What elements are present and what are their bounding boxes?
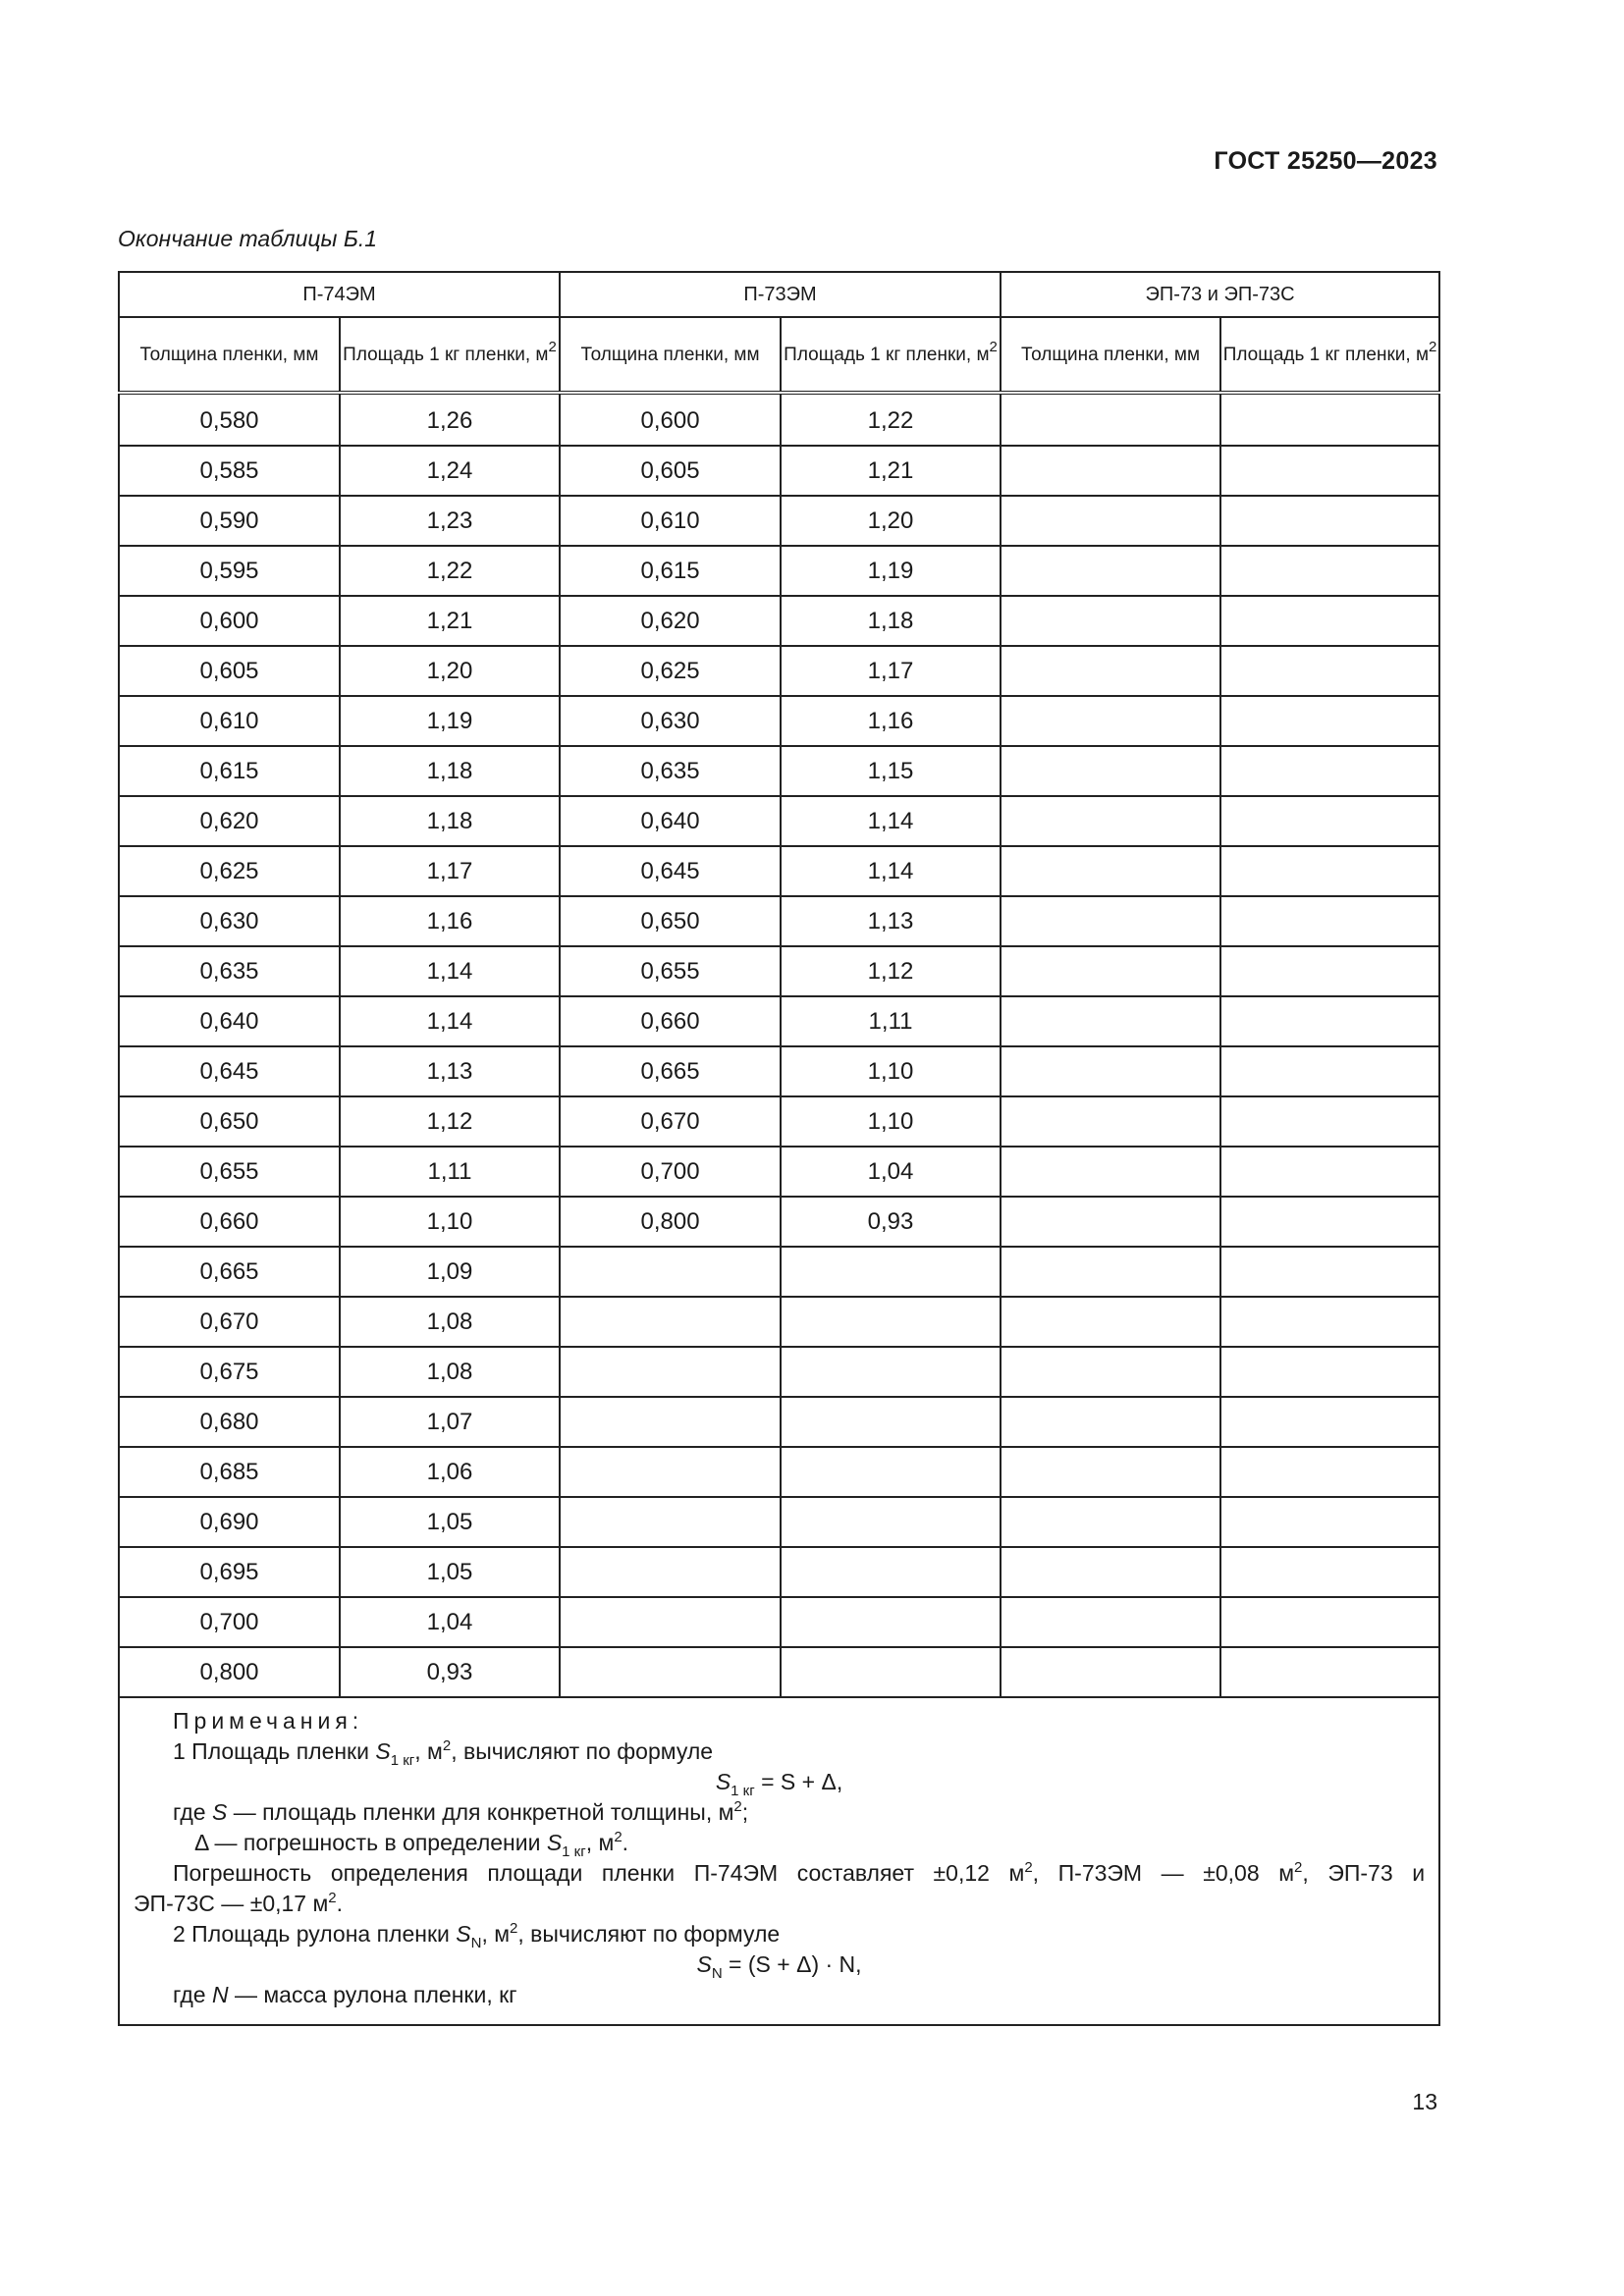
cell-area: 1,14 (340, 946, 560, 996)
cell-area (1220, 1497, 1439, 1547)
cell-thickness (1001, 1197, 1220, 1247)
cell-area (1220, 696, 1439, 746)
table-row (119, 946, 1439, 996)
cell-thickness: 0,675 (119, 1347, 340, 1397)
table-row (119, 546, 1439, 596)
cell-thickness: 0,800 (119, 1647, 340, 1697)
cell-thickness: 0,800 (560, 1197, 781, 1247)
cell-thickness: 0,650 (560, 896, 781, 946)
cell-area: 1,18 (340, 746, 560, 796)
cell-thickness: 0,630 (560, 696, 781, 746)
cell-thickness (1001, 596, 1220, 646)
table-row (119, 1096, 1439, 1147)
table-row (119, 896, 1439, 946)
where-s: где S — площадь пленки для конкретной толщины, $м^2$; (173, 1798, 749, 1825)
cell-area: 1,06 (340, 1447, 560, 1497)
cell-thickness: 0,585 (119, 446, 340, 496)
cell-thickness (1001, 996, 1220, 1046)
cell-area: 1,11 (340, 1147, 560, 1197)
cell-thickness: 0,685 (119, 1447, 340, 1497)
table-row (119, 1447, 1439, 1497)
cell-area: 1,24 (340, 446, 560, 496)
cell-area (781, 1247, 1001, 1297)
column-header-thickness (560, 317, 781, 393)
superscript-2: 2 (548, 338, 557, 355)
cell-area (1220, 646, 1439, 696)
table-caption: Окончание таблицы Б.1 (118, 226, 378, 251)
cell-area (1220, 546, 1439, 596)
cell-thickness: 0,610 (119, 696, 340, 746)
cell-thickness (1001, 746, 1220, 796)
cell-thickness: 0,580 (119, 393, 340, 446)
table-row (119, 846, 1439, 896)
cell-thickness (1001, 646, 1220, 696)
cell-thickness: 0,605 (560, 446, 781, 496)
cell-thickness (560, 1597, 781, 1647)
cell-thickness: 0,660 (119, 1197, 340, 1247)
column-header-thickness-text: Толщина пленки, мм (580, 344, 760, 365)
cell-area: 1,18 (781, 596, 1001, 646)
table-row (119, 596, 1439, 646)
formula-2: $S_N = (S + \Delta) \cdot N$, (696, 1951, 862, 1982)
cell-thickness: 0,620 (119, 796, 340, 846)
error-line-1: Погрешность определения площади пленки П-74ЭМ составляет ±0,12 $м^2$, П-73ЭМ — ±0,08 $м^2$, ЭП-73 и (173, 1859, 1426, 1886)
cell-area (1220, 1597, 1439, 1647)
table-row (119, 1597, 1439, 1647)
cell-thickness: 0,620 (560, 596, 781, 646)
cell-thickness (560, 1347, 781, 1397)
cell-thickness (1001, 546, 1220, 596)
cell-area: 1,05 (340, 1547, 560, 1597)
cell-thickness: 0,670 (119, 1297, 340, 1347)
cell-area (781, 1597, 1001, 1647)
notes-cell (119, 1697, 1439, 2025)
cell-thickness: 0,700 (560, 1147, 781, 1197)
table-body (119, 393, 1439, 1697)
cell-area: 1,22 (340, 546, 560, 596)
where-delta: Δ — погрешность в определении $S_{1 кг}$, $м^2$. (194, 1829, 629, 1860)
cell-thickness: 0,645 (119, 1046, 340, 1096)
standard-designation: ГОСТ 25250—2023 (1214, 147, 1437, 175)
cell-area (1220, 1147, 1439, 1197)
cell-thickness: 0,655 (119, 1147, 340, 1197)
table-row (119, 746, 1439, 796)
table-row (119, 696, 1439, 746)
cell-area (1220, 996, 1439, 1046)
cell-area: 1,14 (781, 846, 1001, 896)
cell-thickness: 0,650 (119, 1096, 340, 1147)
cell-area (781, 1447, 1001, 1497)
cell-thickness: 0,695 (119, 1547, 340, 1597)
cell-thickness: 0,615 (119, 746, 340, 796)
cell-thickness (1001, 846, 1220, 896)
cell-thickness (560, 1247, 781, 1297)
table-row (119, 646, 1439, 696)
data-table-wrapper (118, 271, 1438, 2026)
table-row (119, 1046, 1439, 1096)
cell-area: 1,10 (781, 1096, 1001, 1147)
cell-thickness (1001, 1297, 1220, 1347)
cell-area: 1,21 (340, 596, 560, 646)
cell-area (781, 1397, 1001, 1447)
notes-title: Примечания: (173, 1708, 364, 1734)
cell-thickness (1001, 496, 1220, 546)
cell-area (781, 1547, 1001, 1597)
cell-thickness: 0,665 (119, 1247, 340, 1297)
cell-area: 1,14 (781, 796, 1001, 846)
cell-area: 1,16 (781, 696, 1001, 746)
cell-area: 1,23 (340, 496, 560, 546)
cell-thickness (560, 1297, 781, 1347)
superscript-2: 2 (1429, 338, 1437, 355)
cell-thickness (1001, 796, 1220, 846)
column-header-area-text: Площадь 1 кг пленки, м (1222, 344, 1430, 365)
page-number: 13 (1412, 2089, 1437, 2114)
cell-area (1220, 596, 1439, 646)
cell-thickness (560, 1447, 781, 1497)
cell-thickness (560, 1547, 781, 1597)
cell-area (1220, 1447, 1439, 1497)
cell-thickness: 0,625 (119, 846, 340, 896)
table-row (119, 796, 1439, 846)
cell-thickness (1001, 446, 1220, 496)
cell-area: 1,22 (781, 393, 1001, 446)
cell-thickness (1001, 1046, 1220, 1096)
column-header-thickness-text: Толщина пленки, мм (139, 344, 319, 365)
superscript-2: 2 (989, 338, 998, 355)
cell-area (1220, 1096, 1439, 1147)
cell-thickness (1001, 393, 1220, 446)
cell-thickness (1001, 1147, 1220, 1197)
cell-area (781, 1297, 1001, 1347)
cell-area (1220, 846, 1439, 896)
cell-area (1220, 496, 1439, 546)
cell-area (1220, 946, 1439, 996)
cell-area: 1,19 (781, 546, 1001, 596)
cell-area: 1,15 (781, 746, 1001, 796)
cell-thickness: 0,700 (119, 1597, 340, 1647)
cell-thickness (560, 1497, 781, 1547)
cell-area: 1,18 (340, 796, 560, 846)
cell-area: 1,21 (781, 446, 1001, 496)
cell-area: 1,11 (781, 996, 1001, 1046)
data-table (118, 271, 1440, 2026)
cell-area: 1,20 (340, 646, 560, 696)
cell-area: 1,19 (340, 696, 560, 746)
table-row (119, 393, 1439, 446)
cell-thickness: 0,615 (560, 546, 781, 596)
table-row (119, 1347, 1439, 1397)
cell-area (1220, 1046, 1439, 1096)
cell-thickness: 0,605 (119, 646, 340, 696)
cell-thickness (1001, 1597, 1220, 1647)
cell-thickness: 0,690 (119, 1497, 340, 1547)
table-row (119, 1647, 1439, 1697)
table-row (119, 996, 1439, 1046)
table-row (119, 1297, 1439, 1347)
cell-area (1220, 796, 1439, 846)
table-row (119, 1247, 1439, 1297)
cell-area (1220, 1347, 1439, 1397)
cell-thickness (1001, 1096, 1220, 1147)
column-header-area (340, 317, 560, 393)
cell-thickness: 0,595 (119, 546, 340, 596)
cell-thickness: 0,600 (119, 596, 340, 646)
column-header-area (781, 317, 1001, 393)
cell-area: 0,93 (781, 1197, 1001, 1247)
group-header: П-73ЭМ (560, 272, 1001, 317)
column-header-row (119, 317, 1439, 393)
group-header: П-74ЭМ (119, 272, 560, 317)
group-header: ЭП-73 и ЭП-73С (1001, 272, 1439, 317)
cell-thickness: 0,630 (119, 896, 340, 946)
cell-area: 1,08 (340, 1297, 560, 1347)
cell-area: 1,04 (340, 1597, 560, 1647)
cell-area (1220, 1297, 1439, 1347)
cell-thickness (1001, 946, 1220, 996)
cell-thickness: 0,655 (560, 946, 781, 996)
cell-area: 1,05 (340, 1497, 560, 1547)
where-n: где N — масса рулона пленки, кг (173, 1982, 517, 2007)
cell-thickness (560, 1397, 781, 1447)
cell-area (1220, 1247, 1439, 1297)
cell-thickness: 0,635 (560, 746, 781, 796)
cell-area: 1,13 (781, 896, 1001, 946)
column-header-area-text: Площадь 1 кг пленки, м (784, 344, 990, 365)
cell-area: 1,09 (340, 1247, 560, 1297)
cell-area: 1,12 (781, 946, 1001, 996)
column-header-thickness-text: Толщина пленки, мм (1021, 344, 1201, 365)
cell-area: 1,12 (340, 1096, 560, 1147)
cell-thickness: 0,640 (119, 996, 340, 1046)
cell-area (1220, 1547, 1439, 1597)
cell-area: 1,13 (340, 1046, 560, 1096)
cell-thickness: 0,590 (119, 496, 340, 546)
cell-thickness: 0,680 (119, 1397, 340, 1447)
cell-area: 0,93 (340, 1647, 560, 1697)
error-line-2: ЭП-73С — ±0,17 $м^2$. (134, 1890, 344, 1916)
cell-thickness: 0,645 (560, 846, 781, 896)
cell-thickness: 0,640 (560, 796, 781, 846)
cell-thickness (1001, 1497, 1220, 1547)
table-row (119, 1147, 1439, 1197)
cell-area (1220, 1197, 1439, 1247)
cell-area: 1,17 (340, 846, 560, 896)
cell-area (1220, 393, 1439, 446)
table-row (119, 1197, 1439, 1247)
cell-thickness (1001, 696, 1220, 746)
cell-area: 1,10 (781, 1046, 1001, 1096)
cell-thickness: 0,670 (560, 1096, 781, 1147)
cell-area: 1,26 (340, 393, 560, 446)
cell-thickness (1001, 1397, 1220, 1447)
cell-area: 1,20 (781, 496, 1001, 546)
cell-area: 1,10 (340, 1197, 560, 1247)
cell-area (1220, 746, 1439, 796)
column-header-thickness (1001, 317, 1220, 393)
cell-area (781, 1647, 1001, 1697)
cell-thickness (1001, 1247, 1220, 1297)
table-row (119, 446, 1439, 496)
cell-area (1220, 446, 1439, 496)
cell-area: 1,14 (340, 996, 560, 1046)
table-row (119, 1497, 1439, 1547)
cell-area (781, 1497, 1001, 1547)
cell-thickness (1001, 896, 1220, 946)
cell-thickness (1001, 1447, 1220, 1497)
cell-area (1220, 896, 1439, 946)
table-row (119, 496, 1439, 546)
formula-1: $S_{1 кг} = S + \Delta$, (715, 1769, 843, 1799)
cell-area: 1,07 (340, 1397, 560, 1447)
cell-area (781, 1347, 1001, 1397)
cell-area: 1,16 (340, 896, 560, 946)
note-2: 2 Площадь рулона пленки $S_N$, $м^2$, вычисляют по формуле (173, 1920, 781, 1951)
cell-thickness: 0,625 (560, 646, 781, 696)
cell-area (1220, 1397, 1439, 1447)
cell-thickness (1001, 1647, 1220, 1697)
cell-thickness: 0,635 (119, 946, 340, 996)
cell-area (1220, 1647, 1439, 1697)
cell-area: 1,17 (781, 646, 1001, 696)
column-header-area-text: Площадь 1 кг пленки, м (343, 344, 549, 365)
column-header-thickness (119, 317, 340, 393)
cell-thickness: 0,610 (560, 496, 781, 546)
note-1: 1 Площадь пленки $S_{1 кг}$, $м^2$, вычисляют по формуле (173, 1737, 714, 1769)
cell-thickness: 0,600 (560, 393, 781, 446)
notes-row (119, 1697, 1439, 2025)
cell-thickness: 0,665 (560, 1046, 781, 1096)
cell-thickness: 0,660 (560, 996, 781, 1046)
cell-thickness (1001, 1347, 1220, 1397)
table-row (119, 1547, 1439, 1597)
cell-area: 1,04 (781, 1147, 1001, 1197)
column-header-area (1220, 317, 1439, 393)
group-header-row (119, 272, 1439, 317)
cell-area: 1,08 (340, 1347, 560, 1397)
cell-thickness (1001, 1547, 1220, 1597)
table-row (119, 1397, 1439, 1447)
cell-thickness (560, 1647, 781, 1697)
